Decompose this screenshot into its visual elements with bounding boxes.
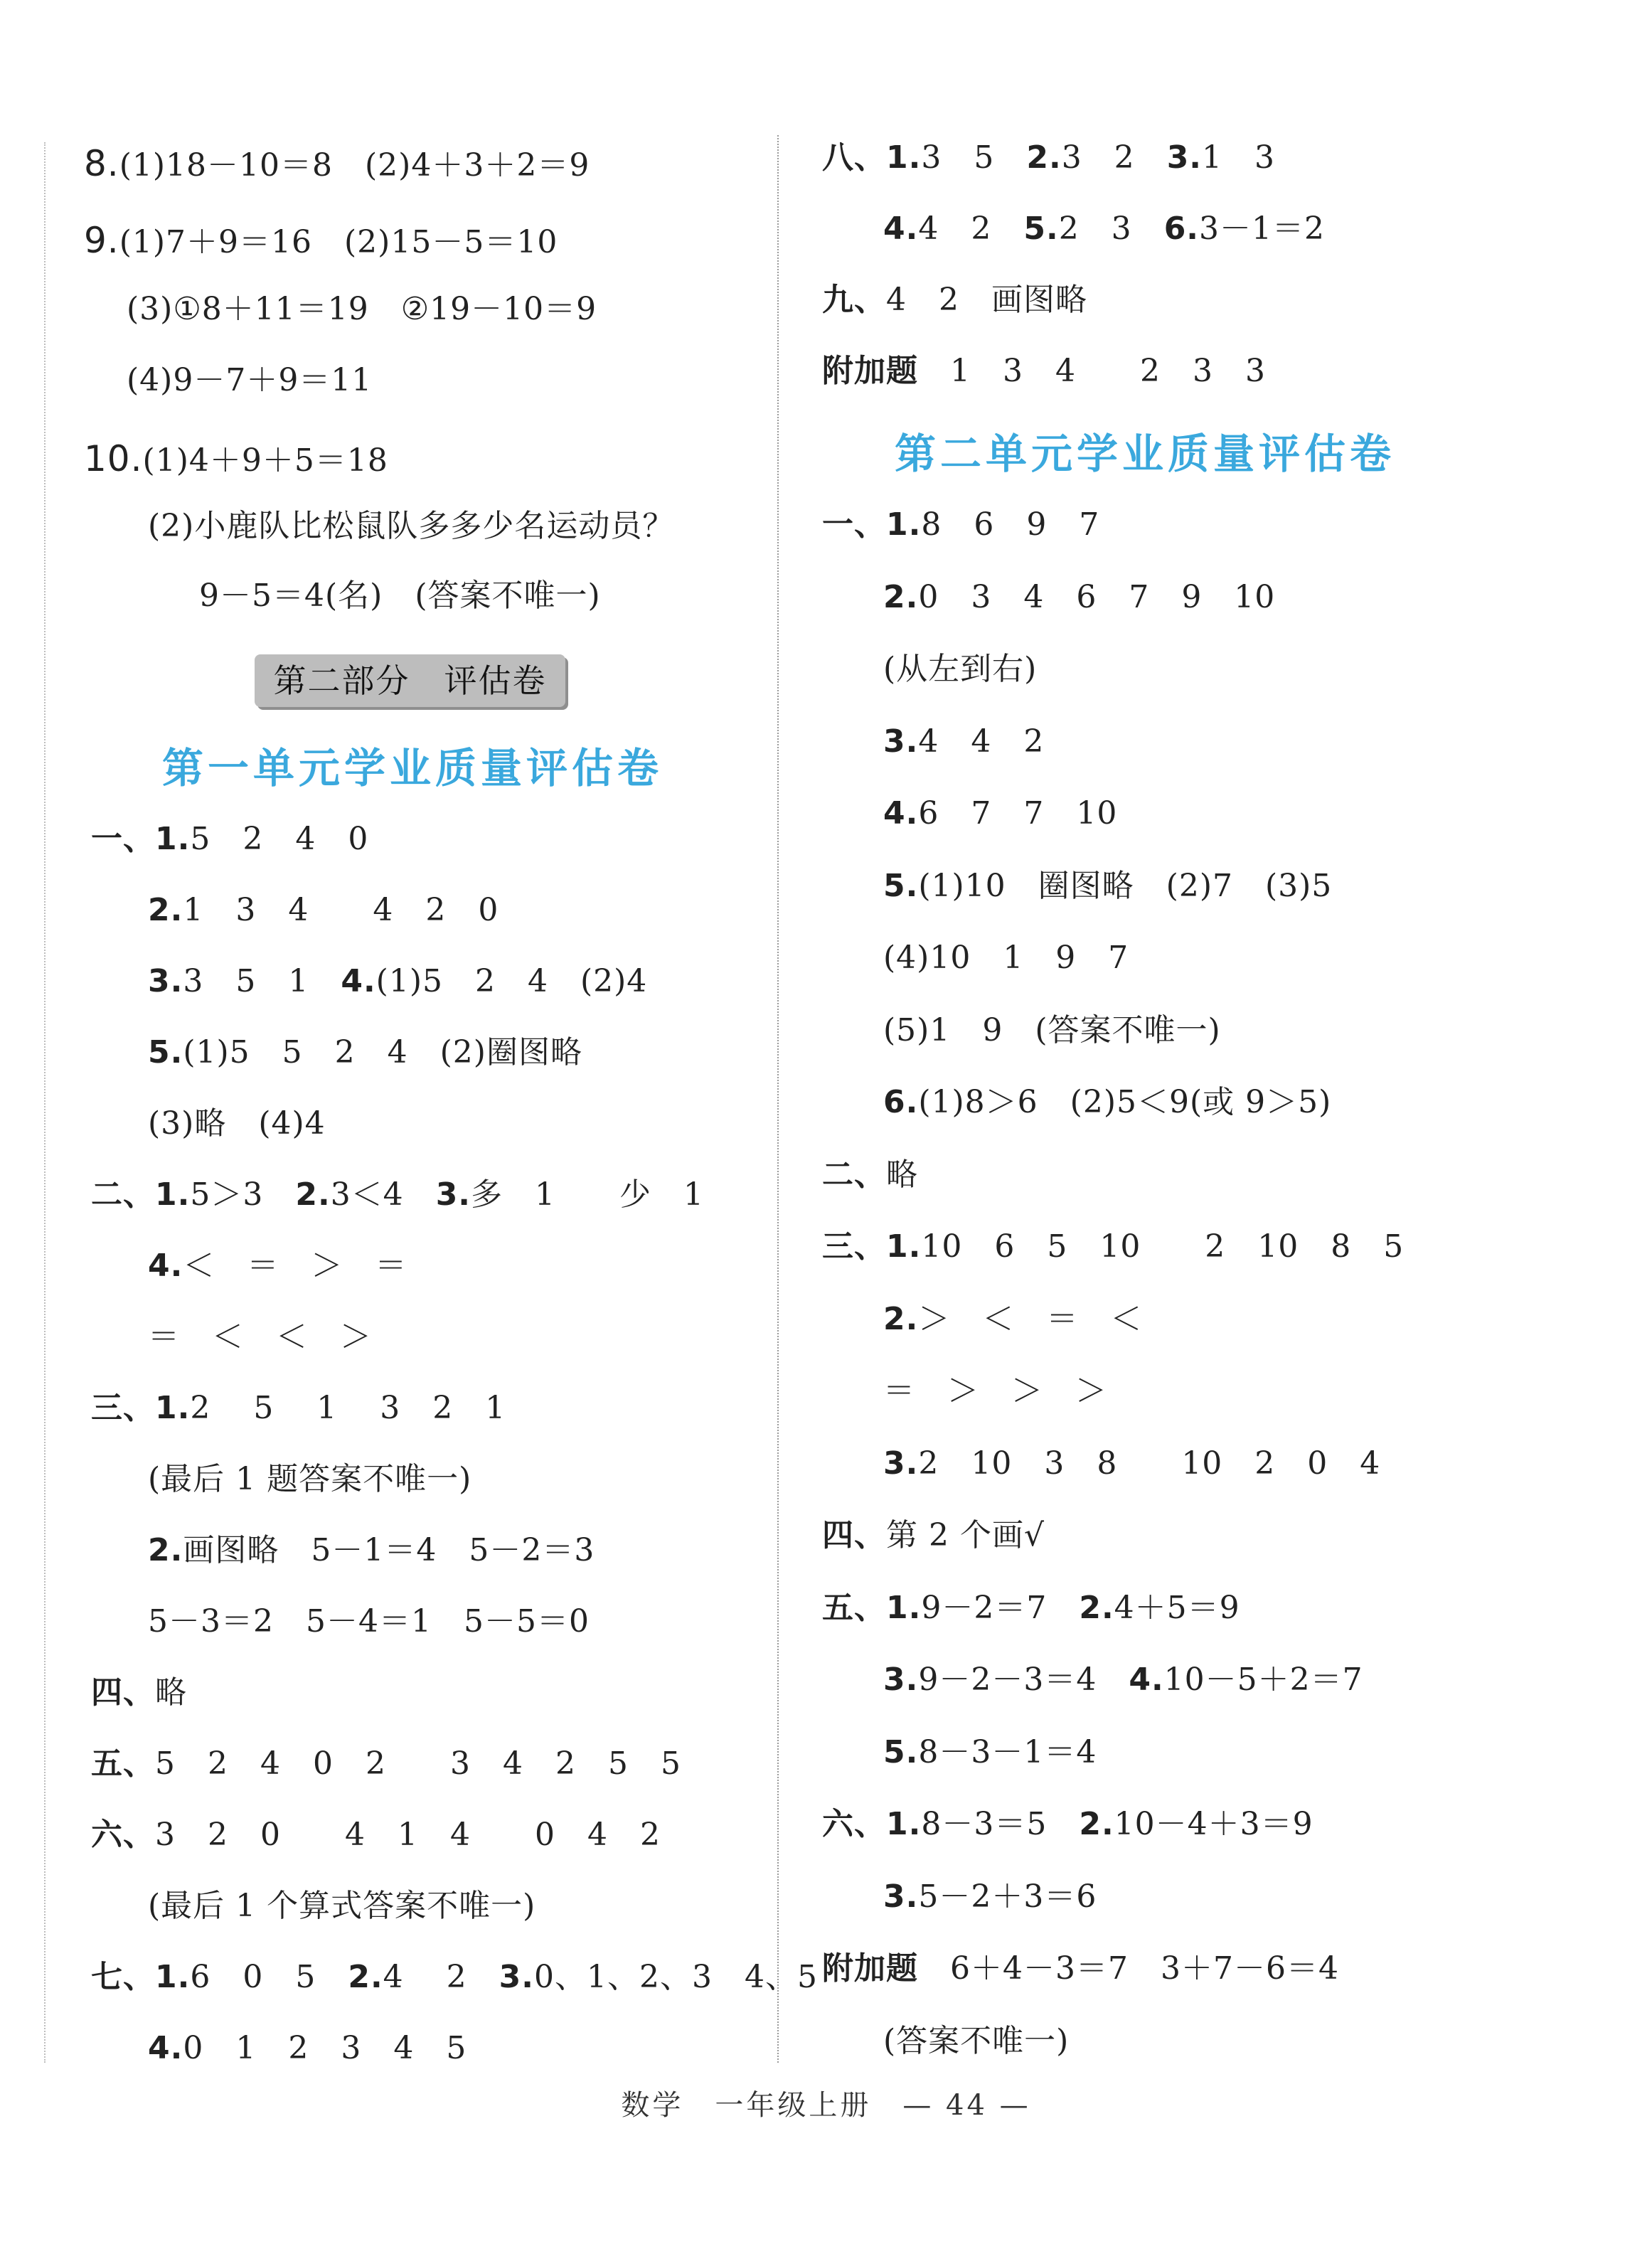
item-number: 4. (883, 211, 919, 247)
unit2-line (883, 2020, 1069, 2063)
unit1-line (148, 1316, 372, 1359)
answer-text: 2 3 (1058, 211, 1164, 247)
item-number: 1. (886, 1228, 922, 1265)
unit2-line (883, 1298, 1142, 1341)
left-top-line (127, 359, 372, 402)
question-section-label: 七、 (91, 1959, 155, 1995)
unit2-line (883, 721, 1044, 763)
item-number: 2. (1079, 1589, 1114, 1626)
answer-text: (4)10 1 9 7 (883, 940, 1129, 976)
answer-text: 5 2 4 0 (190, 821, 369, 857)
item-number: 4. (883, 795, 919, 831)
right-top-line (883, 208, 1325, 250)
question-section-label: 八、 (822, 139, 886, 176)
answer-text: 9－2－3＝4 (918, 1662, 1129, 1698)
answer-text: ＝ ＞ ＞ ＞ (883, 1373, 1107, 1409)
answer-text: 1 3 4 2 3 3 (918, 353, 1266, 389)
question-section-label: 二、 (91, 1176, 155, 1213)
unit1-line (148, 1031, 582, 1074)
item-number: 2. (148, 1532, 183, 1568)
question-section-label: 一、 (91, 821, 155, 857)
unit2-line (822, 1226, 1404, 1268)
unit2-line (822, 1803, 1313, 1846)
answer-text: (1)7＋9＝16 (2)15－5＝10 (119, 224, 558, 260)
left-margin-rule (44, 142, 46, 2063)
item-number: 1. (886, 1806, 922, 1842)
answer-text: 3 5 (921, 139, 1027, 176)
answer-text: 8－3＝5 (921, 1806, 1080, 1842)
unit2-line (883, 1876, 1097, 1918)
item-number: 4. (1129, 1662, 1164, 1698)
question-section-label: 一、 (822, 506, 886, 543)
item-number: 1. (155, 821, 191, 857)
answer-text: 6 7 7 10 (918, 795, 1118, 831)
item-number: 2. (883, 1300, 919, 1337)
answer-text: (5)1 9 (答案不唯一) (883, 1011, 1221, 1048)
unit1-title: 第一单元学业质量评估卷 (162, 744, 664, 792)
left-top-line (199, 575, 601, 617)
question-section-label: 三、 (91, 1390, 155, 1426)
item-number: 2. (348, 1959, 383, 1995)
item-number: 2. (295, 1176, 331, 1213)
unit2-line (883, 576, 1275, 619)
problem-number: 10. (84, 438, 143, 479)
question-section-label: 六、 (822, 1806, 886, 1842)
item-number: 3. (883, 1445, 919, 1482)
answer-text: 8 6 9 7 (921, 506, 1100, 543)
unit1-line (148, 1885, 535, 1928)
question-section-label: 附加题 (822, 1950, 918, 1987)
section-badge: 第二部分 评估卷 (255, 654, 565, 707)
answer-text: (3)①8＋11＝19 ②19－10＝9 (127, 291, 597, 327)
item-number: 3. (148, 963, 183, 999)
answer-text: 画图略 5－1＝4 5－2＝3 (183, 1532, 595, 1568)
question-section-label: 四、 (822, 1517, 886, 1553)
answer-text: 1 3 4 4 2 0 (183, 892, 499, 928)
right-top-line (822, 350, 1266, 393)
answer-text: (从左到右) (883, 651, 1038, 687)
answer-text: 10－5＋2＝7 (1163, 1662, 1363, 1698)
unit2-line (883, 1009, 1221, 1052)
unit1-line (148, 960, 647, 1003)
answer-text: 5＞3 (190, 1176, 296, 1213)
answer-text: (最后 1 个算式答案不唯一) (148, 1888, 536, 1924)
item-number: 3. (883, 1662, 919, 1698)
unit2-line (822, 1514, 1045, 1557)
item-number: 1. (886, 139, 922, 176)
unit1-line (148, 889, 499, 932)
answer-text: 第 2 个画√ (886, 1517, 1045, 1553)
answer-text: (1)18－10＝8 (2)4＋3＋2＝9 (119, 147, 590, 184)
unit1-line (148, 1529, 595, 1572)
answer-text: 3 2 (1061, 139, 1167, 176)
item-number: 5. (883, 1733, 919, 1770)
page-footer: 数学 一年级上册 — 44 — (621, 2089, 1031, 2122)
answer-text: (4)9－7＋9＝11 (127, 362, 373, 398)
answer-text: (答案不唯一) (883, 2022, 1070, 2059)
answer-text: 3 2 0 4 1 4 0 4 2 (155, 1817, 661, 1853)
column-divider (777, 135, 779, 2063)
problem-number: 8. (84, 143, 119, 184)
answer-text: (1)10 圈图略 (2)7 (3)5 (918, 867, 1333, 904)
question-section-label: 九、 (822, 282, 886, 318)
unit1-line (148, 1102, 326, 1145)
unit2-line (883, 648, 1037, 691)
answer-text: 5－3＝2 5－4＝1 5－5＝0 (148, 1603, 590, 1639)
unit1-line (148, 1245, 407, 1287)
item-number: 3. (883, 1878, 919, 1915)
answer-text: (2)小鹿队比松鼠队多多少名运动员？ (148, 508, 675, 544)
item-number: 1. (886, 506, 922, 543)
unit2-line (822, 1947, 1339, 1990)
answer-text: (1)4＋9＋5＝18 (142, 442, 388, 479)
answer-text: 3＜4 (330, 1176, 436, 1213)
item-number: 3. (499, 1959, 534, 1995)
answer-text: 4 2 画图略 (886, 282, 1087, 318)
left-top-line (84, 219, 558, 262)
unit2-line (822, 504, 1099, 546)
left-top-line (84, 437, 388, 480)
unit2-line (883, 865, 1332, 908)
unit2-line (883, 1081, 1331, 1124)
unit1-line (91, 1956, 818, 1999)
unit1-line (91, 1743, 681, 1785)
item-number: 1. (155, 1390, 191, 1426)
item-number: 2. (883, 578, 919, 615)
answer-text: 多 1 少 1 (471, 1176, 705, 1213)
unit2-line (883, 792, 1117, 835)
answer-text: (1)8＞6 (2)5＜9(或 9＞5) (918, 1084, 1332, 1120)
unit2-line (822, 1587, 1240, 1630)
unit2-line (883, 1659, 1363, 1701)
unit1-line (91, 1814, 661, 1856)
left-top-line (148, 505, 674, 548)
left-top-line (127, 288, 597, 331)
unit1-line (91, 1387, 506, 1430)
question-section-label: 五、 (91, 1745, 155, 1782)
answer-text: ＞ ＜ ＝ ＜ (918, 1300, 1143, 1337)
unit2-line (883, 1442, 1380, 1485)
answer-text: 9－2＝7 (921, 1589, 1080, 1626)
item-number: 5. (1023, 211, 1059, 247)
answer-text: 6 0 5 (190, 1959, 348, 1995)
answer-text: (1)5 2 4 (2)4 (375, 963, 648, 999)
answer-text: 5 2 4 0 2 3 4 2 5 5 (155, 1745, 681, 1782)
answer-text: 4 2 (383, 1959, 499, 1995)
answer-text: 略 (886, 1156, 918, 1193)
unit1-line (91, 1174, 704, 1216)
unit2-line (822, 1154, 918, 1196)
unit2-line (883, 1731, 1097, 1774)
question-section-label: 附加题 (822, 353, 918, 389)
item-number: 3. (883, 723, 919, 760)
item-number: 2. (1026, 139, 1062, 176)
item-number: 6. (1163, 211, 1200, 247)
question-section-label: 四、 (91, 1674, 155, 1711)
answer-text: ＝ ＜ ＜ ＞ (148, 1319, 372, 1355)
item-number: 1. (155, 1959, 191, 1995)
item-number: 1. (886, 1589, 922, 1626)
answer-text: 6＋4－3＝7 3＋7－6＝4 (918, 1950, 1339, 1987)
right-top-line (822, 279, 1087, 321)
question-section-label: 二、 (822, 1156, 886, 1193)
answer-text: 3 5 1 (183, 963, 341, 999)
answer-text: 1 3 (1202, 139, 1276, 176)
question-section-label: 五、 (822, 1589, 886, 1626)
item-number: 5. (883, 867, 919, 904)
answer-text: 4＋5＝9 (1114, 1589, 1240, 1626)
unit1-line (148, 1458, 471, 1501)
answer-text: 0 1 2 3 4 5 (183, 2030, 467, 2066)
item-number: 2. (148, 892, 183, 928)
unit1-line (148, 1600, 590, 1643)
answer-text: 0 3 4 6 7 9 10 (918, 578, 1276, 615)
answer-text: 4 4 2 (918, 723, 1045, 760)
answer-text: 3－1＝2 (1199, 211, 1326, 247)
answer-text: ＜ ＝ ＞ ＝ (183, 1248, 407, 1284)
item-number: 3. (1166, 139, 1203, 176)
answer-text: 4 2 (918, 211, 1024, 247)
unit1-line (91, 1672, 187, 1714)
unit1-line (148, 2027, 467, 2070)
answer-text: 8－3－1＝4 (918, 1733, 1097, 1770)
item-number: 4. (148, 1248, 183, 1284)
item-number: 3. (435, 1176, 471, 1213)
item-number: 4. (148, 2030, 183, 2066)
problem-number: 9. (84, 220, 119, 261)
item-number: 6. (883, 1084, 919, 1120)
item-number: 2. (1079, 1806, 1114, 1842)
answer-text: (1)5 5 2 4 (2)圈图略 (183, 1034, 582, 1070)
answer-text: (最后 1 题答案不唯一) (148, 1461, 472, 1497)
unit2-line (883, 1370, 1107, 1413)
left-top-line (84, 142, 590, 185)
right-top-line (822, 137, 1275, 179)
answer-text: 2 5 1 3 2 1 (190, 1390, 506, 1426)
answer-text: 9－5＝4(名) (答案不唯一) (199, 578, 601, 614)
unit2-line (883, 937, 1129, 979)
answer-text: 略 (155, 1674, 187, 1711)
item-number: 1. (155, 1176, 191, 1213)
question-section-label: 六、 (91, 1817, 155, 1853)
answer-text: 10－4＋3＝9 (1114, 1806, 1313, 1842)
unit2-title: 第二单元学业质量评估卷 (895, 430, 1396, 478)
answer-text: 5－2＋3＝6 (918, 1878, 1097, 1915)
answer-text: 0、1、2、3 4、5 (534, 1959, 818, 1995)
item-number: 5. (148, 1034, 183, 1070)
answer-text: (3)略 (4)4 (148, 1105, 326, 1142)
item-number: 4. (341, 963, 376, 999)
answer-text: 2 10 3 8 10 2 0 4 (918, 1445, 1381, 1482)
answer-text: 10 6 5 10 2 10 8 5 (921, 1228, 1405, 1265)
question-section-label: 三、 (822, 1228, 886, 1265)
unit1-line (91, 818, 368, 861)
